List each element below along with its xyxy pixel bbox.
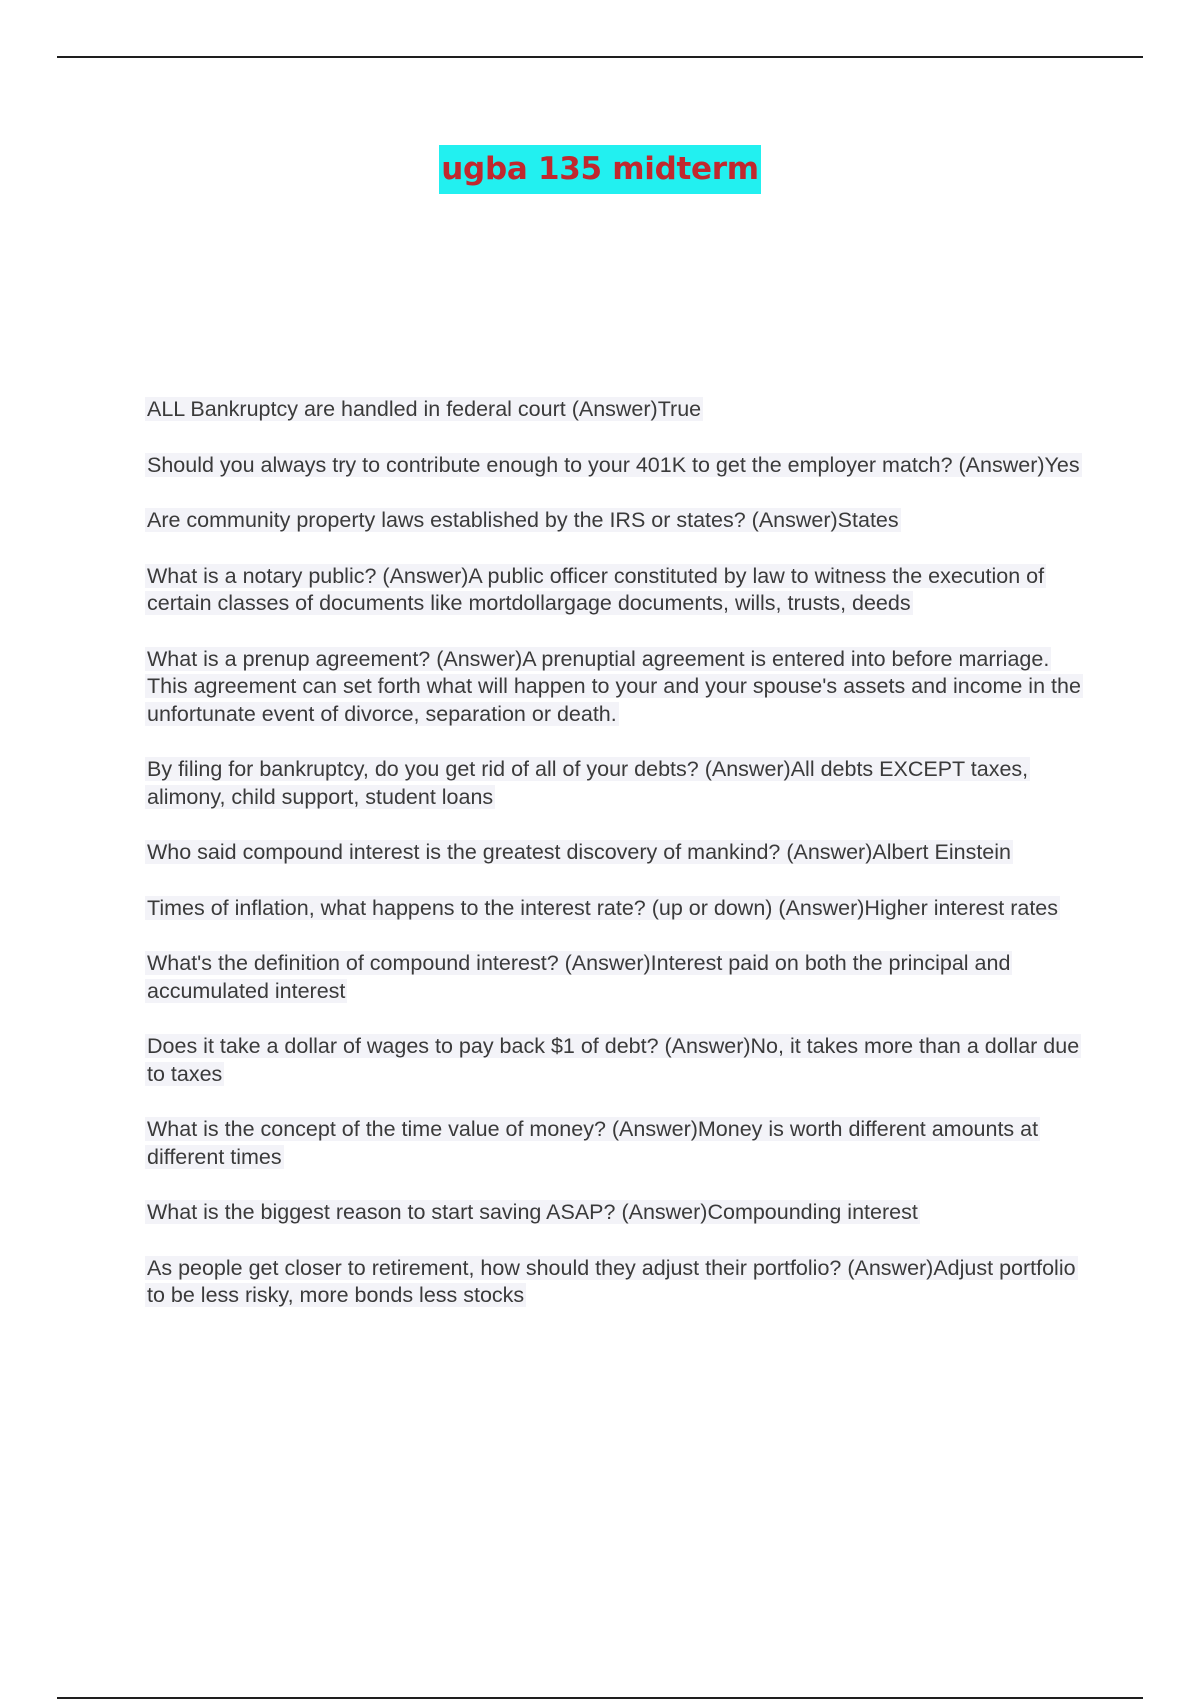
qa-text: Times of inflation, what happens to the interest rate? (up or down) (Answer)Higher interest rates xyxy=(147,895,1058,920)
qa-text: What is a notary public? (Answer)A public officer constituted by law to witness the execution of certain classes of documents like mortdollargage documents, wills, trusts, deeds xyxy=(147,563,1045,615)
qa-item xyxy=(145,1116,1095,1171)
qa-item xyxy=(145,1033,1095,1088)
qa-text: What is the biggest reason to start saving ASAP? (Answer)Compounding interest xyxy=(147,1200,918,1224)
qa-text: What is a prenup agreement? (Answer)A prenuptial agreement is entered into before marriage. This agreement can set forth what will happen to your and your spouse's assets and income in the unfortunate event of divorce, separation or death. xyxy=(147,646,1081,726)
qa-text: By filing for bankruptcy, do you get rid of all of your debts? (Answer)All debts EXCEPT taxes, alimony, child support, student loans xyxy=(147,757,1029,809)
qa-text: Who said compound interest is the greatest discovery of mankind? (Answer)Albert Einstein xyxy=(147,840,1011,864)
qa-item xyxy=(145,396,1095,424)
qa-text: Are community property laws established by the IRS or states? (Answer)States xyxy=(147,508,899,532)
header-rule xyxy=(57,56,1143,58)
qa-text: As people get closer to retirement, how should they adjust their portfolio? (Answer)Adjust portfolio to be less risky, more bonds less stocks xyxy=(147,1255,1076,1307)
title-container xyxy=(0,145,1200,194)
qa-item xyxy=(145,646,1095,729)
qa-item xyxy=(145,507,1095,535)
qa-item xyxy=(145,1255,1095,1310)
qa-text: Should you always try to contribute enough to your 401K to get the employer match? (Answer)Yes xyxy=(147,452,1080,477)
qa-item xyxy=(145,756,1095,811)
qa-item xyxy=(145,563,1095,618)
qa-text: What is the concept of the time value of money? (Answer)Money is worth different amounts at different times xyxy=(147,1117,1039,1169)
qa-text: ALL Bankruptcy are handled in federal court (Answer)True xyxy=(147,397,702,421)
qa-text: What's the definition of compound interest? (Answer)Interest paid on both the principal and accumulated interest xyxy=(147,951,1011,1003)
qa-text: Does it take a dollar of wages to pay back $1 of debt? (Answer)No, it takes more than a dollar due to taxes xyxy=(147,1034,1080,1086)
qa-item xyxy=(145,895,1095,923)
qa-list xyxy=(145,396,1095,1338)
footer-rule xyxy=(57,1697,1143,1699)
qa-item xyxy=(145,1199,1095,1227)
qa-item xyxy=(145,839,1095,867)
document-title: ugba 135 midterm xyxy=(439,145,760,194)
qa-item xyxy=(145,950,1095,1005)
qa-item xyxy=(145,452,1095,480)
